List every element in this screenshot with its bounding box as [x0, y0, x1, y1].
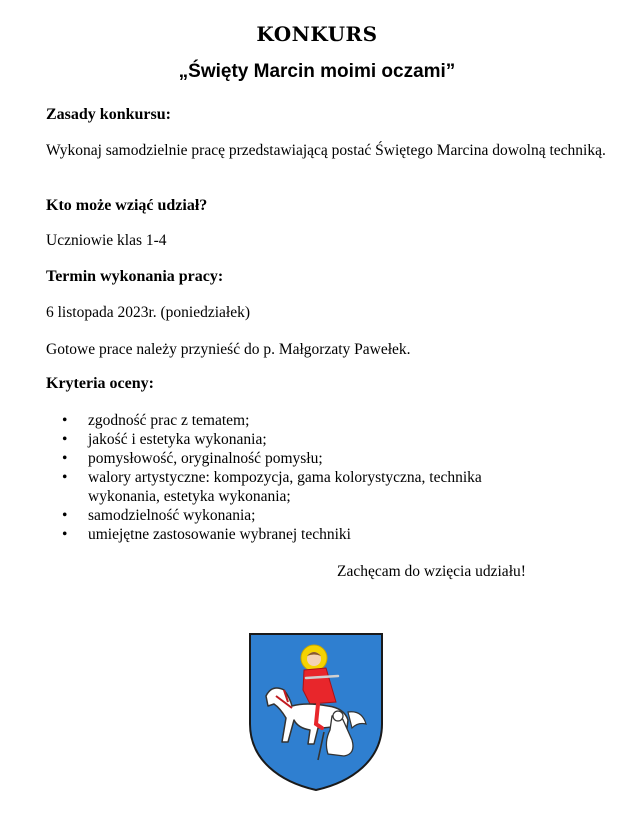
list-item — [46, 468, 546, 506]
beggar-head — [333, 711, 343, 721]
criteria-list — [46, 411, 546, 544]
criteria-item-text: walory artystyczne: kompozycja, gama kolorystyczna, technika wykonania, estetyka wykonania; — [88, 469, 482, 505]
bullet-icon: • — [62, 412, 68, 429]
list-item — [46, 411, 546, 430]
bullet-icon: • — [62, 526, 68, 543]
criteria-item-text: umiejętne zastosowanie wybranej techniki — [88, 526, 351, 543]
list-item — [46, 506, 546, 525]
bullet-icon: • — [62, 507, 68, 524]
deadline-heading: Termin wykonania pracy: — [46, 268, 224, 285]
page-title: KONKURS — [256, 22, 378, 46]
criteria-heading: Kryteria oceny: — [46, 375, 154, 392]
participants-text: Uczniowie klas 1-4 — [46, 232, 167, 249]
closing-text: Zachęcam do wzięcia udziału! — [337, 563, 526, 580]
contest-name: „Święty Marcin moimi oczami” — [178, 61, 456, 82]
list-item — [46, 430, 546, 449]
criteria-item-text: pomysłowość, oryginalność pomysłu; — [88, 450, 323, 467]
criteria-item-text: zgodność prac z tematem; — [88, 412, 250, 429]
deadline-date: 6 listopada 2023r. (poniedziałek) — [46, 304, 251, 321]
delivery-text: Gotowe prace należy przynieść do p. Małgorzaty Pawełek. — [46, 341, 411, 358]
list-item — [46, 525, 546, 544]
coat-of-arms-icon — [248, 632, 384, 792]
bullet-icon: • — [62, 450, 68, 467]
participants-heading: Kto może wziąć udział? — [46, 197, 208, 214]
rules-heading: Zasady konkursu: — [46, 106, 171, 123]
criteria-item-text: jakość i estetyka wykonania; — [88, 431, 267, 448]
rules-text: Wykonaj samodzielnie pracę przedstawiającą postać Świętego Marcina dowolną techniką. — [46, 142, 606, 159]
criteria-item-text: samodzielność wykonania; — [88, 507, 256, 524]
list-item — [46, 449, 546, 468]
bullet-icon: • — [62, 431, 68, 448]
bullet-icon: • — [62, 469, 68, 486]
